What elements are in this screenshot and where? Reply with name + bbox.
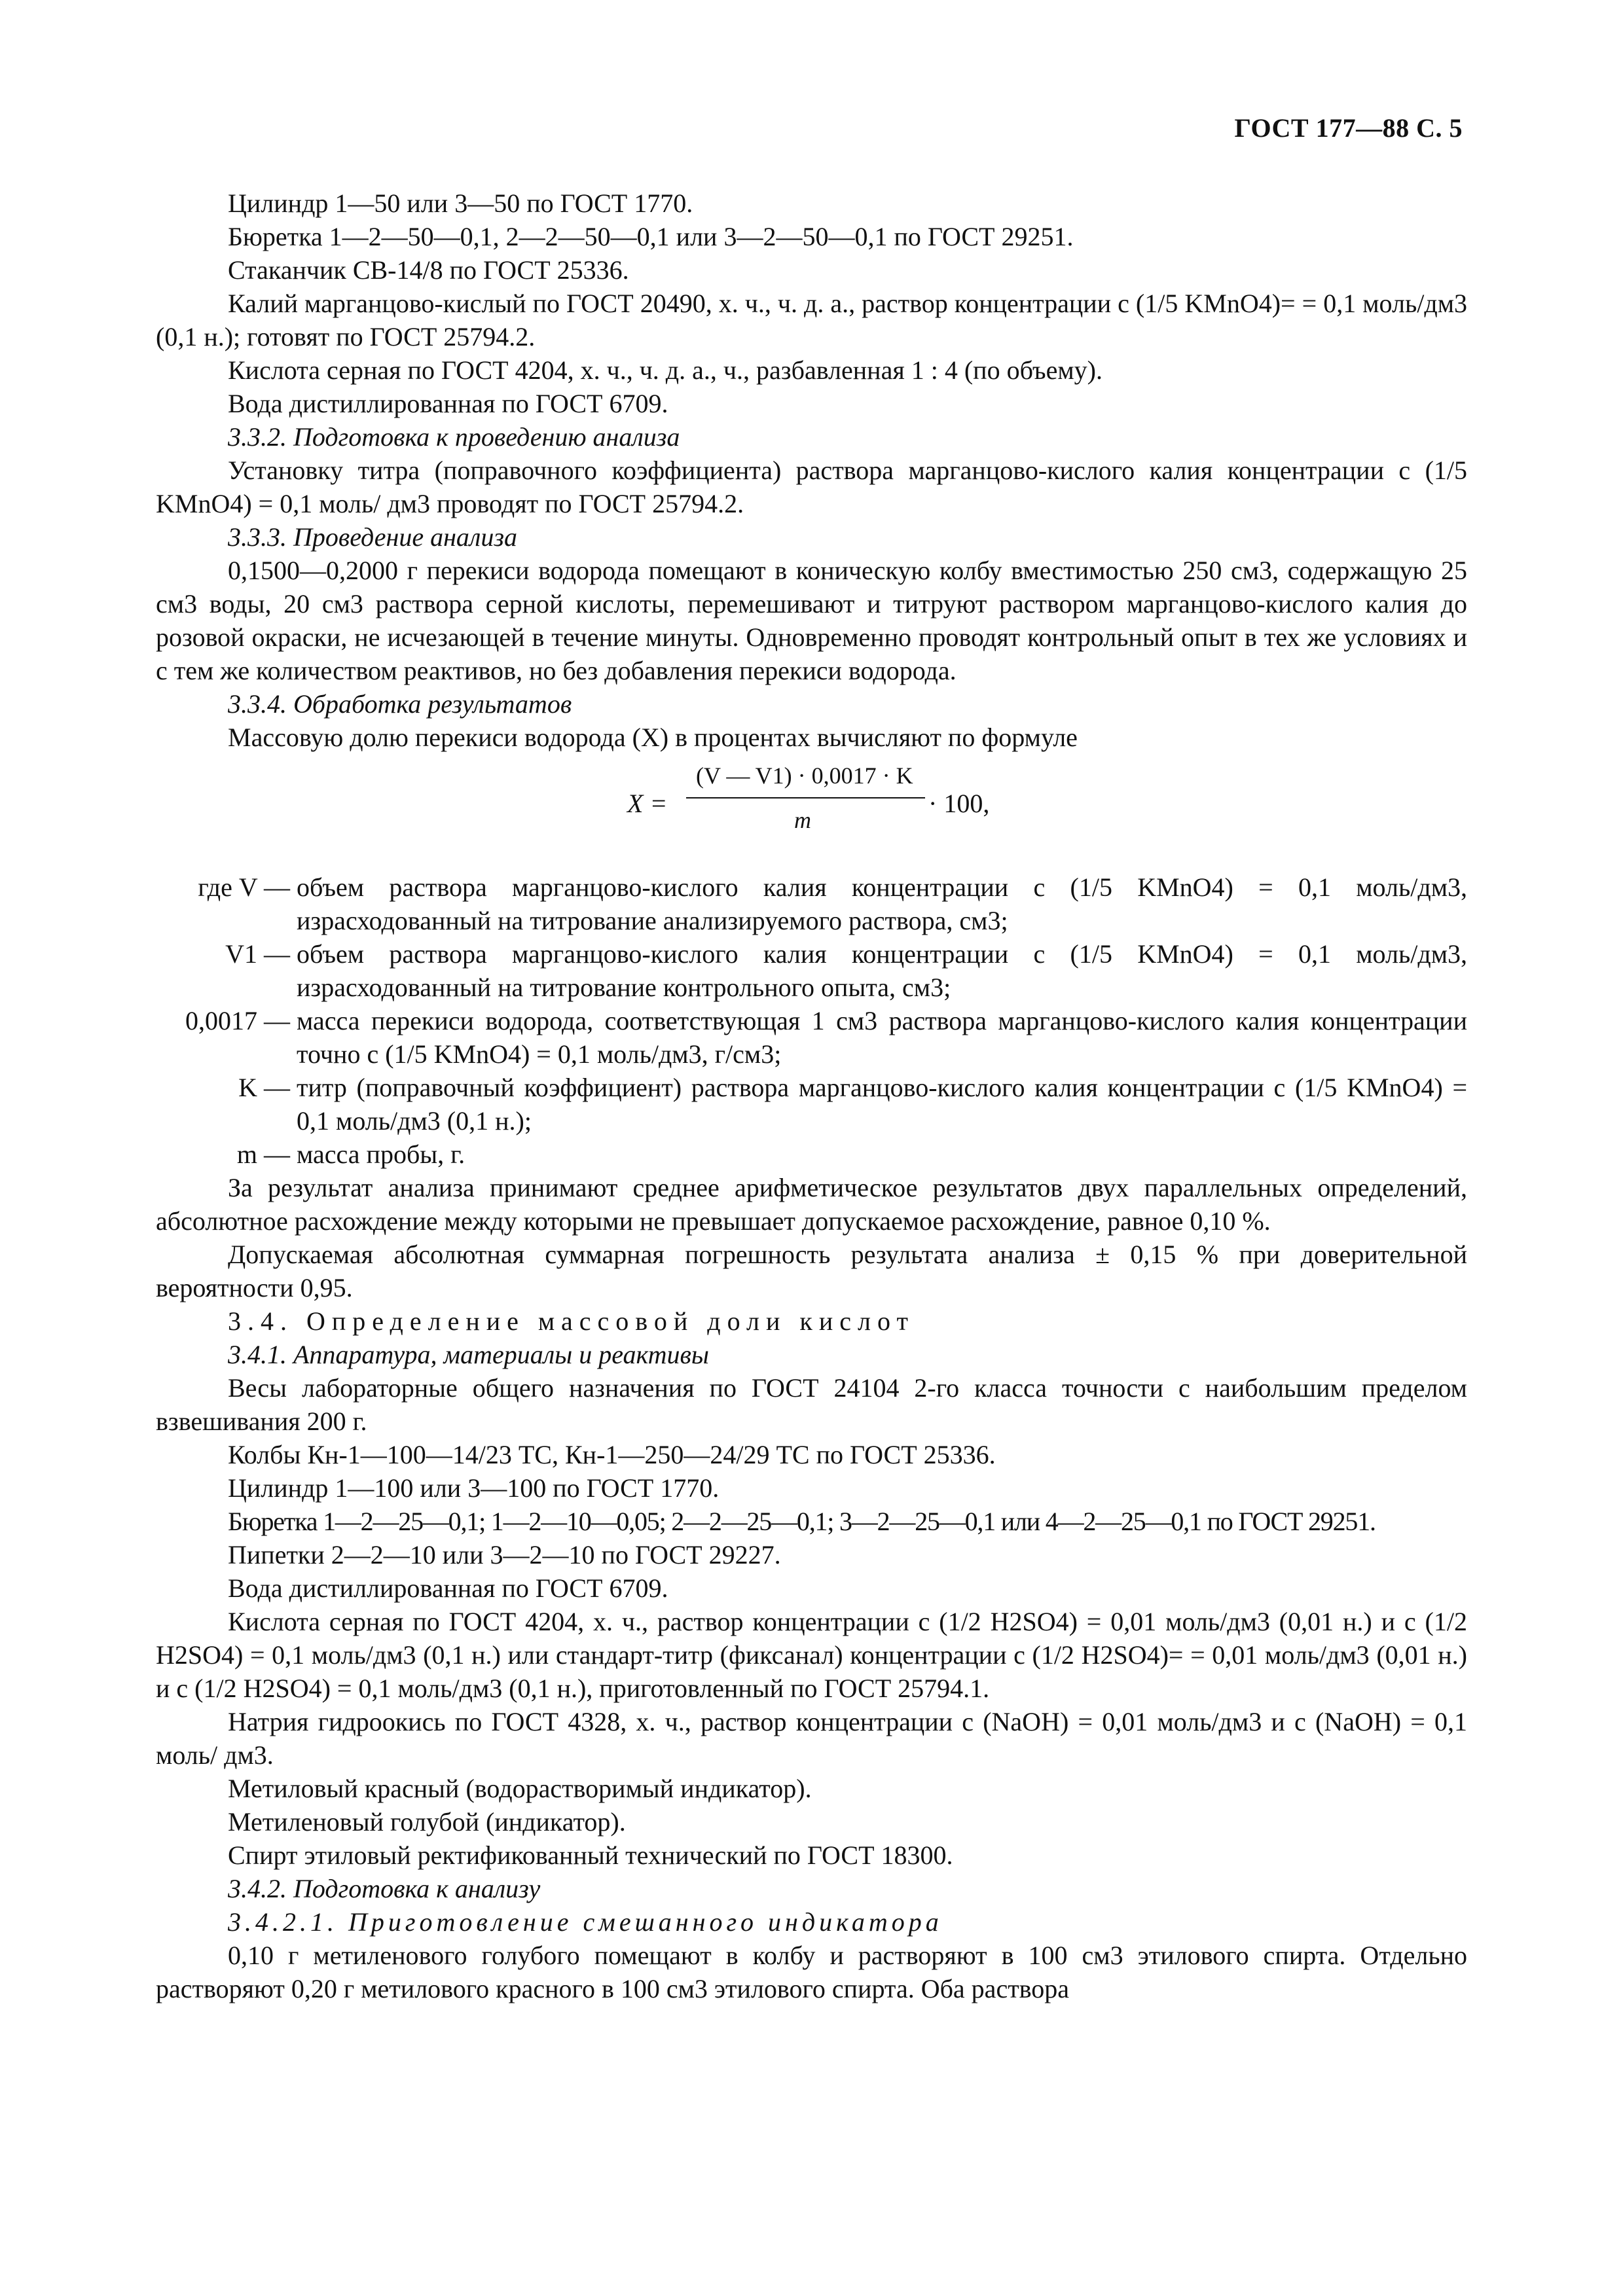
definition-row xyxy=(156,937,1467,1004)
paragraph: Натрия гидроокись по ГОСТ 4328, х. ч., раствор концентрации c (NaOH) = 0,01 моль/дм3 и c (NaOH) = 0,1 моль/ дм3. xyxy=(156,1707,1467,1770)
formula-denominator: m xyxy=(794,807,811,833)
definition-text: титр (поправочный коэффициент) раствора марганцово-кислого калия концентрации c (1/5 KMnO4) = 0,1 моль/дм3 (0,1 н.); xyxy=(297,1073,1467,1136)
formula-numerator: (V — V1) · 0,0017 · K xyxy=(696,762,913,789)
definition-row xyxy=(156,870,1467,937)
definition-symbol: m — xyxy=(236,1139,290,1169)
section-heading: 3.4. Определение массовой доли кислот xyxy=(228,1306,915,1336)
definition-symbol: K — xyxy=(238,1073,290,1102)
paragraph: Цилиндр 1—100 или 3—100 по ГОСТ 1770. xyxy=(228,1473,720,1503)
page-header: ГОСТ 177—88 С. 5 xyxy=(1234,113,1463,143)
section-heading: 3.4.2. Подготовка к анализу xyxy=(228,1874,541,1903)
paragraph: Колбы Кн-1—100—14/23 ТС, Кн-1—250—24/29 ТС по ГОСТ 25336. xyxy=(228,1440,996,1469)
variable-definitions xyxy=(156,870,1467,1171)
paragraph: Допускаемая абсолютная суммарная погрешность результата анализа ± 0,15 % при доверительной вероятности 0,95. xyxy=(156,1240,1467,1302)
paragraph: Вода дистиллированная по ГОСТ 6709. xyxy=(228,389,668,418)
document-body xyxy=(156,187,1467,2005)
paragraph: Метиловый красный (водорастворимый индикатор). xyxy=(228,1774,812,1803)
paragraph: Стаканчик СВ-14/8 по ГОСТ 25336. xyxy=(228,255,629,285)
definition-text: масса пробы, г. xyxy=(297,1139,465,1169)
paragraph: Калий марганцово-кислый по ГОСТ 20490, х. ч., ч. д. а., раствор концентрации c (1/5 KMnO4)= = 0,1 моль/дм3 (0,1 н.); готовят по ГОСТ 25794.2. xyxy=(156,289,1467,351)
definition-text: масса перекиси водорода, соответствующая 1 см3 раствора марганцово-кислого калия концентрации точно c (1/5 KMnO4) = 0,1 моль/дм3, г/см3; xyxy=(297,1006,1467,1069)
definition-symbol: 0,0017 — xyxy=(185,1006,290,1035)
definition-symbol: где V — xyxy=(198,872,290,902)
paragraph: Бюретка 1—2—25—0,1; 1—2—10—0,05; 2—2—25—0,1; 3—2—25—0,1 или 4—2—25—0,1 по ГОСТ 29251. xyxy=(228,1507,1376,1536)
paragraph: Цилиндр 1—50 или 3—50 по ГОСТ 1770. xyxy=(228,188,693,218)
paragraph: Пипетки 2—2—10 или 3—2—10 по ГОСТ 29227. xyxy=(228,1540,781,1570)
paragraph: Весы лабораторные общего назначения по ГОСТ 24104 2-го класса точности с наибольшим пределом взвешивания 200 г. xyxy=(156,1373,1467,1436)
formula-lhs: X = xyxy=(627,789,668,818)
paragraph: 0,1500—0,2000 г перекиси водорода помещают в коническую колбу вместимостью 250 см3, содержащую 25 см3 воды, 20 см3 раствора серной кислоты, перемешивают и титруют раствором марганцово-кислого калия до розовой окраски, не исчезающей в течение минуты. Одновременно проводят контрольный опыт в тех же условиях и с тем же количеством реактивов, но без добавления перекиси водорода. xyxy=(156,556,1467,685)
definition-text: объем раствора марганцово-кислого калия концентрации c (1/5 KMnO4) = 0,1 моль/дм3, израсходованный на титрование анализируемого раствора, см3; xyxy=(297,872,1467,935)
paragraph: Бюретка 1—2—50—0,1, 2—2—50—0,1 или 3—2—50—0,1 по ГОСТ 29251. xyxy=(228,222,1074,251)
definition-row xyxy=(156,1004,1467,1071)
paragraph: Массовую долю перекиси водорода (X) в процентах вычисляют по формуле xyxy=(228,723,1078,752)
fraction-bar xyxy=(686,797,925,798)
formula xyxy=(156,759,1467,857)
definition-row xyxy=(156,1071,1467,1138)
formula-rhs: · 100, xyxy=(928,789,990,818)
section-heading: 3.3.3. Проведение анализа xyxy=(228,522,517,552)
paragraph: Метиленовый голубой (индикатор). xyxy=(228,1807,626,1837)
definition-row xyxy=(156,1138,1467,1171)
section-heading: 3.3.2. Подготовка к проведению анализа xyxy=(228,422,680,452)
section-heading: 3.4.2.1. Приготовление смешанного индикатора xyxy=(228,1907,943,1937)
paragraph: Вода дистиллированная по ГОСТ 6709. xyxy=(228,1573,668,1603)
paragraph: 0,10 г метиленового голубого помещают в колбу и растворяют в 100 см3 этилового спирта. Отдельно растворяют 0,20 г метилового красного в 100 см3 этилового спирта. Оба раствора xyxy=(156,1941,1467,2003)
section-heading: 3.3.4. Обработка результатов xyxy=(228,689,572,719)
section-heading: 3.4.1. Аппаратура, материалы и реактивы xyxy=(228,1340,709,1369)
paragraph: За результат анализа принимают среднее арифметическое результатов двух параллельных определений, абсолютное расхождение между которыми не превышает допускаемое расхождение, равное 0,10 %. xyxy=(156,1173,1467,1236)
definition-text: объем раствора марганцово-кислого калия концентрации c (1/5 KMnO4) = 0,1 моль/дм3, израсходованный на титрование контрольного опыта, см3; xyxy=(297,939,1467,1002)
definition-symbol: V1 — xyxy=(225,939,290,969)
paragraph: Спирт этиловый ректификованный технический по ГОСТ 18300. xyxy=(228,1840,953,1870)
paragraph: Кислота серная по ГОСТ 4204, х. ч., ч. д. а., ч., разбавленная 1 : 4 (по объему). xyxy=(228,355,1103,385)
paragraph: Кислота серная по ГОСТ 4204, х. ч., раствор концентрации c (1/2 H2SO4) = 0,01 моль/дм3 (0,01 н.) и c (1/2 H2SO4) = 0,1 моль/дм3 (0,1 н.) или стандарт-титр (фиксанал) концентрации c (1/2 H2SO4)= = 0,01 моль/дм3 (0,01 н.) и c (1/2 H2SO4) = 0,1 моль/дм3 (0,1 н.), приготовленный по ГОСТ 25794.1. xyxy=(156,1607,1467,1703)
paragraph: Установку титра (поправочного коэффициента) раствора марганцово-кислого калия концентрации c (1/5 KMnO4) = 0,1 моль/ дм3 проводят по ГОСТ 25794.2. xyxy=(156,456,1467,518)
